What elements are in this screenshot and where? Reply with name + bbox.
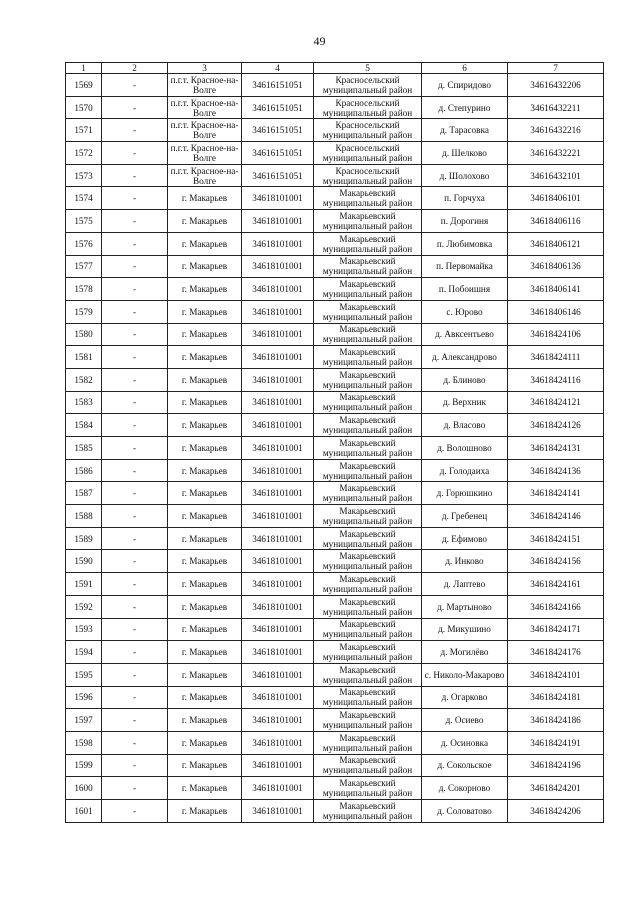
- district-cell: Макарьевский муниципальный район: [314, 414, 422, 437]
- column-header: 3: [168, 63, 242, 74]
- blank-cell: -: [102, 459, 168, 482]
- locality-code-cell: 34618424176: [508, 641, 604, 664]
- settlement-cell: п.г.т. Красное-на-Волге: [168, 74, 242, 97]
- settlement-code-cell: 34616151051: [242, 119, 314, 142]
- locality-cell: с. Николо-Макарово: [422, 663, 508, 686]
- row-number-cell: 1573: [66, 164, 102, 187]
- row-number-cell: 1599: [66, 754, 102, 777]
- locality-code-cell: 34618424206: [508, 800, 604, 823]
- settlement-code-cell: 34618101001: [242, 550, 314, 573]
- settlement-cell: п.г.т. Красное-на-Волге: [168, 164, 242, 187]
- district-cell: Макарьевский муниципальный район: [314, 300, 422, 323]
- blank-cell: -: [102, 391, 168, 414]
- locality-code-cell: 34616432101: [508, 164, 604, 187]
- locality-code-cell: 34618424111: [508, 346, 604, 369]
- settlement-code-cell: 34618101001: [242, 800, 314, 823]
- district-cell: Макарьевский муниципальный район: [314, 346, 422, 369]
- settlement-code-cell: 34618101001: [242, 527, 314, 550]
- district-cell: Макарьевский муниципальный район: [314, 777, 422, 800]
- locality-cell: д. Шелково: [422, 142, 508, 165]
- table-row: [66, 777, 604, 800]
- locality-code-cell: 34618424156: [508, 550, 604, 573]
- settlement-cell: п.г.т. Красное-на-Волге: [168, 96, 242, 119]
- blank-cell: -: [102, 414, 168, 437]
- district-cell: Макарьевский муниципальный район: [314, 391, 422, 414]
- table-row: [66, 482, 604, 505]
- locality-cell: д. Тарасовка: [422, 119, 508, 142]
- locality-cell: д. Осиновка: [422, 731, 508, 754]
- column-header: 7: [508, 63, 604, 74]
- row-number-cell: 1592: [66, 595, 102, 618]
- settlement-cell: г. Макарьев: [168, 300, 242, 323]
- row-number-cell: 1591: [66, 573, 102, 596]
- locality-cell: п. Горчуха: [422, 187, 508, 210]
- blank-cell: -: [102, 550, 168, 573]
- locality-code-cell: 34618424171: [508, 618, 604, 641]
- row-number-cell: 1578: [66, 278, 102, 301]
- row-number-cell: 1572: [66, 142, 102, 165]
- locality-cell: д. Степурино: [422, 96, 508, 119]
- settlement-code-cell: 34618101001: [242, 459, 314, 482]
- locality-cell: п. Дорогиня: [422, 210, 508, 233]
- table-row: [66, 300, 604, 323]
- column-number-row: [66, 63, 604, 74]
- locality-code-cell: 34618424186: [508, 709, 604, 732]
- district-cell: Макарьевский муниципальный район: [314, 210, 422, 233]
- settlement-cell: г. Макарьев: [168, 505, 242, 528]
- row-number-cell: 1569: [66, 74, 102, 97]
- locality-cell: д. Власово: [422, 414, 508, 437]
- locality-code-cell: 34618424166: [508, 595, 604, 618]
- table-row: [66, 731, 604, 754]
- row-number-cell: 1588: [66, 505, 102, 528]
- row-number-cell: 1571: [66, 119, 102, 142]
- locality-cell: д. Волошново: [422, 437, 508, 460]
- settlement-cell: г. Макарьев: [168, 255, 242, 278]
- locality-cell: д. Сокорново: [422, 777, 508, 800]
- row-number-cell: 1580: [66, 323, 102, 346]
- settlement-cell: г. Макарьев: [168, 618, 242, 641]
- settlement-cell: г. Макарьев: [168, 459, 242, 482]
- district-cell: Макарьевский муниципальный район: [314, 731, 422, 754]
- district-cell: Макарьевский муниципальный район: [314, 482, 422, 505]
- table-row: [66, 641, 604, 664]
- district-cell: Красносельский муниципальный район: [314, 96, 422, 119]
- district-cell: Макарьевский муниципальный район: [314, 187, 422, 210]
- table-row: [66, 505, 604, 528]
- settlement-cell: г. Макарьев: [168, 391, 242, 414]
- settlement-code-cell: 34618101001: [242, 754, 314, 777]
- district-cell: Макарьевский муниципальный район: [314, 686, 422, 709]
- blank-cell: -: [102, 346, 168, 369]
- blank-cell: -: [102, 686, 168, 709]
- blank-cell: -: [102, 142, 168, 165]
- table-row: [66, 414, 604, 437]
- row-number-cell: 1586: [66, 459, 102, 482]
- blank-cell: -: [102, 800, 168, 823]
- blank-cell: -: [102, 505, 168, 528]
- settlement-code-cell: 34618101001: [242, 437, 314, 460]
- settlement-code-cell: 34618101001: [242, 731, 314, 754]
- settlement-code-cell: 34618101001: [242, 323, 314, 346]
- settlement-code-cell: 34618101001: [242, 663, 314, 686]
- locality-cell: д. Лаптево: [422, 573, 508, 596]
- table-row: [66, 278, 604, 301]
- locality-cell: д. Блиново: [422, 368, 508, 391]
- blank-cell: -: [102, 595, 168, 618]
- settlement-cell: п.г.т. Красное-на-Волге: [168, 119, 242, 142]
- locality-code-cell: 34618406141: [508, 278, 604, 301]
- row-number-cell: 1585: [66, 437, 102, 460]
- row-number-cell: 1595: [66, 663, 102, 686]
- locality-code-cell: 34618424191: [508, 731, 604, 754]
- blank-cell: -: [102, 255, 168, 278]
- row-number-cell: 1582: [66, 368, 102, 391]
- locality-cell: п. Любимовка: [422, 232, 508, 255]
- blank-cell: -: [102, 368, 168, 391]
- settlement-cell: г. Макарьев: [168, 482, 242, 505]
- district-cell: Макарьевский муниципальный район: [314, 663, 422, 686]
- settlement-code-cell: 34618101001: [242, 368, 314, 391]
- row-number-cell: 1570: [66, 96, 102, 119]
- settlement-cell: г. Макарьев: [168, 641, 242, 664]
- locality-cell: д. Мартыново: [422, 595, 508, 618]
- blank-cell: -: [102, 164, 168, 187]
- row-number-cell: 1594: [66, 641, 102, 664]
- settlement-code-cell: 34618101001: [242, 391, 314, 414]
- blank-cell: -: [102, 618, 168, 641]
- settlement-cell: г. Макарьев: [168, 527, 242, 550]
- locality-cell: с. Юрово: [422, 300, 508, 323]
- blank-cell: -: [102, 300, 168, 323]
- locality-code-cell: 34618424101: [508, 663, 604, 686]
- blank-cell: -: [102, 210, 168, 233]
- district-cell: Макарьевский муниципальный район: [314, 595, 422, 618]
- column-header: 6: [422, 63, 508, 74]
- settlement-cell: г. Макарьев: [168, 187, 242, 210]
- settlement-code-cell: 34618101001: [242, 346, 314, 369]
- locality-code-cell: 34618406146: [508, 300, 604, 323]
- locality-cell: д. Инково: [422, 550, 508, 573]
- row-number-cell: 1584: [66, 414, 102, 437]
- district-cell: Макарьевский муниципальный район: [314, 255, 422, 278]
- locality-code-cell: 34618424141: [508, 482, 604, 505]
- locality-code-cell: 34618424151: [508, 527, 604, 550]
- settlement-code-cell: 34616151051: [242, 74, 314, 97]
- table-row: [66, 573, 604, 596]
- district-cell: Макарьевский муниципальный район: [314, 618, 422, 641]
- locality-code-cell: 34616432206: [508, 74, 604, 97]
- table-row: [66, 527, 604, 550]
- table-row: [66, 96, 604, 119]
- settlement-code-cell: 34618101001: [242, 414, 314, 437]
- table-row: [66, 754, 604, 777]
- settlement-code-cell: 34618101001: [242, 573, 314, 596]
- table-row: [66, 368, 604, 391]
- blank-cell: -: [102, 278, 168, 301]
- district-cell: Красносельский муниципальный район: [314, 164, 422, 187]
- locality-code-cell: 34618424146: [508, 505, 604, 528]
- settlement-code-cell: 34618101001: [242, 232, 314, 255]
- row-number-cell: 1574: [66, 187, 102, 210]
- settlement-cell: г. Макарьев: [168, 800, 242, 823]
- locality-cell: д. Гребенец: [422, 505, 508, 528]
- district-cell: Макарьевский муниципальный район: [314, 527, 422, 550]
- row-number-cell: 1600: [66, 777, 102, 800]
- table-row: [66, 74, 604, 97]
- settlement-cell: г. Макарьев: [168, 731, 242, 754]
- settlement-code-cell: 34618101001: [242, 255, 314, 278]
- locality-cell: д. Могилёво: [422, 641, 508, 664]
- column-header: 4: [242, 63, 314, 74]
- row-number-cell: 1598: [66, 731, 102, 754]
- blank-cell: -: [102, 96, 168, 119]
- locality-code-cell: 34618406121: [508, 232, 604, 255]
- settlement-cell: п.г.т. Красное-на-Волге: [168, 142, 242, 165]
- table-row: [66, 709, 604, 732]
- registry-table-body: [66, 63, 604, 823]
- settlement-code-cell: 34618101001: [242, 300, 314, 323]
- settlement-cell: г. Макарьев: [168, 777, 242, 800]
- settlement-cell: г. Макарьев: [168, 663, 242, 686]
- district-cell: Красносельский муниципальный район: [314, 74, 422, 97]
- table-row: [66, 255, 604, 278]
- table-row: [66, 142, 604, 165]
- row-number-cell: 1593: [66, 618, 102, 641]
- table-row: [66, 391, 604, 414]
- settlement-cell: г. Макарьев: [168, 686, 242, 709]
- settlement-cell: г. Макарьев: [168, 414, 242, 437]
- locality-cell: д. Огарково: [422, 686, 508, 709]
- table-row: [66, 187, 604, 210]
- settlement-code-cell: 34618101001: [242, 482, 314, 505]
- locality-code-cell: 34618424116: [508, 368, 604, 391]
- row-number-cell: 1581: [66, 346, 102, 369]
- locality-code-cell: 34618424121: [508, 391, 604, 414]
- district-cell: Макарьевский муниципальный район: [314, 459, 422, 482]
- settlement-cell: г. Макарьев: [168, 210, 242, 233]
- settlement-code-cell: 34618101001: [242, 595, 314, 618]
- settlement-cell: г. Макарьев: [168, 550, 242, 573]
- settlement-code-cell: 34618101001: [242, 278, 314, 301]
- table-row: [66, 232, 604, 255]
- row-number-cell: 1596: [66, 686, 102, 709]
- locality-code-cell: 34618424201: [508, 777, 604, 800]
- locality-cell: д. Верхник: [422, 391, 508, 414]
- table-row: [66, 800, 604, 823]
- settlement-cell: г. Макарьев: [168, 232, 242, 255]
- district-cell: Макарьевский муниципальный район: [314, 505, 422, 528]
- row-number-cell: 1597: [66, 709, 102, 732]
- page-number: 49: [313, 34, 326, 48]
- blank-cell: -: [102, 731, 168, 754]
- table-row: [66, 686, 604, 709]
- district-cell: Макарьевский муниципальный район: [314, 641, 422, 664]
- settlement-cell: г. Макарьев: [168, 754, 242, 777]
- settlement-code-cell: 34616151051: [242, 164, 314, 187]
- table-row: [66, 663, 604, 686]
- blank-cell: -: [102, 187, 168, 210]
- blank-cell: -: [102, 437, 168, 460]
- locality-code-cell: 34618424126: [508, 414, 604, 437]
- blank-cell: -: [102, 641, 168, 664]
- district-cell: Макарьевский муниципальный район: [314, 709, 422, 732]
- table-row: [66, 437, 604, 460]
- blank-cell: -: [102, 74, 168, 97]
- locality-code-cell: 34618424196: [508, 754, 604, 777]
- district-cell: Макарьевский муниципальный район: [314, 800, 422, 823]
- table-row: [66, 618, 604, 641]
- table-row: [66, 346, 604, 369]
- locality-cell: д. Авксентьево: [422, 323, 508, 346]
- table-row: [66, 323, 604, 346]
- blank-cell: -: [102, 323, 168, 346]
- district-cell: Макарьевский муниципальный район: [314, 278, 422, 301]
- table-row: [66, 459, 604, 482]
- settlement-code-cell: 34618101001: [242, 709, 314, 732]
- table-row: [66, 210, 604, 233]
- locality-cell: п. Побоишня: [422, 278, 508, 301]
- table-row: [66, 550, 604, 573]
- district-cell: Макарьевский муниципальный район: [314, 573, 422, 596]
- locality-cell: д. Сокольское: [422, 754, 508, 777]
- locality-code-cell: 34618424161: [508, 573, 604, 596]
- settlement-code-cell: 34618101001: [242, 505, 314, 528]
- blank-cell: -: [102, 119, 168, 142]
- settlement-cell: г. Макарьев: [168, 278, 242, 301]
- settlement-cell: г. Макарьев: [168, 323, 242, 346]
- column-header: 1: [66, 63, 102, 74]
- blank-cell: -: [102, 663, 168, 686]
- settlement-cell: г. Макарьев: [168, 368, 242, 391]
- locality-code-cell: 34618424136: [508, 459, 604, 482]
- settlement-code-cell: 34618101001: [242, 686, 314, 709]
- settlement-cell: г. Макарьев: [168, 437, 242, 460]
- locality-code-cell: 34618424181: [508, 686, 604, 709]
- locality-cell: д. Осиево: [422, 709, 508, 732]
- settlement-code-cell: 34616151051: [242, 96, 314, 119]
- district-cell: Макарьевский муниципальный район: [314, 754, 422, 777]
- row-number-cell: 1583: [66, 391, 102, 414]
- blank-cell: -: [102, 777, 168, 800]
- locality-code-cell: 34618406116: [508, 210, 604, 233]
- column-header: 2: [102, 63, 168, 74]
- locality-code-cell: 34618406136: [508, 255, 604, 278]
- locality-cell: д. Голодаиха: [422, 459, 508, 482]
- locality-code-cell: 34618424131: [508, 437, 604, 460]
- locality-code-cell: 34618406101: [508, 187, 604, 210]
- row-number-cell: 1589: [66, 527, 102, 550]
- settlement-code-cell: 34618101001: [242, 187, 314, 210]
- settlement-code-cell: 34616151051: [242, 142, 314, 165]
- blank-cell: -: [102, 232, 168, 255]
- row-number-cell: 1587: [66, 482, 102, 505]
- blank-cell: -: [102, 709, 168, 732]
- locality-cell: д. Шолохово: [422, 164, 508, 187]
- settlement-code-cell: 34618101001: [242, 777, 314, 800]
- blank-cell: -: [102, 754, 168, 777]
- district-cell: Макарьевский муниципальный район: [314, 323, 422, 346]
- district-cell: Макарьевский муниципальный район: [314, 232, 422, 255]
- locality-code-cell: 34616432216: [508, 119, 604, 142]
- locality-cell: д. Спиридово: [422, 74, 508, 97]
- registry-table: [65, 62, 604, 823]
- row-number-cell: 1575: [66, 210, 102, 233]
- locality-cell: д. Соловатово: [422, 800, 508, 823]
- locality-code-cell: 34616432211: [508, 96, 604, 119]
- settlement-code-cell: 34618101001: [242, 210, 314, 233]
- row-number-cell: 1576: [66, 232, 102, 255]
- settlement-cell: г. Макарьев: [168, 595, 242, 618]
- locality-code-cell: 34616432221: [508, 142, 604, 165]
- settlement-code-cell: 34618101001: [242, 641, 314, 664]
- table-row: [66, 119, 604, 142]
- district-cell: Красносельский муниципальный район: [314, 142, 422, 165]
- table-row: [66, 595, 604, 618]
- row-number-cell: 1579: [66, 300, 102, 323]
- settlement-cell: г. Макарьев: [168, 709, 242, 732]
- locality-cell: д. Александрово: [422, 346, 508, 369]
- locality-cell: п. Первомайка: [422, 255, 508, 278]
- row-number-cell: 1577: [66, 255, 102, 278]
- row-number-cell: 1590: [66, 550, 102, 573]
- column-header: 5: [314, 63, 422, 74]
- locality-cell: д. Микушино: [422, 618, 508, 641]
- locality-cell: д. Ефимово: [422, 527, 508, 550]
- locality-code-cell: 34618424106: [508, 323, 604, 346]
- blank-cell: -: [102, 527, 168, 550]
- locality-cell: д. Горюшкино: [422, 482, 508, 505]
- district-cell: Макарьевский муниципальный район: [314, 368, 422, 391]
- settlement-cell: г. Макарьев: [168, 573, 242, 596]
- settlement-cell: г. Макарьев: [168, 346, 242, 369]
- district-cell: Макарьевский муниципальный район: [314, 437, 422, 460]
- table-row: [66, 164, 604, 187]
- district-cell: Красносельский муниципальный район: [314, 119, 422, 142]
- settlement-code-cell: 34618101001: [242, 618, 314, 641]
- blank-cell: -: [102, 482, 168, 505]
- blank-cell: -: [102, 573, 168, 596]
- district-cell: Макарьевский муниципальный район: [314, 550, 422, 573]
- row-number-cell: 1601: [66, 800, 102, 823]
